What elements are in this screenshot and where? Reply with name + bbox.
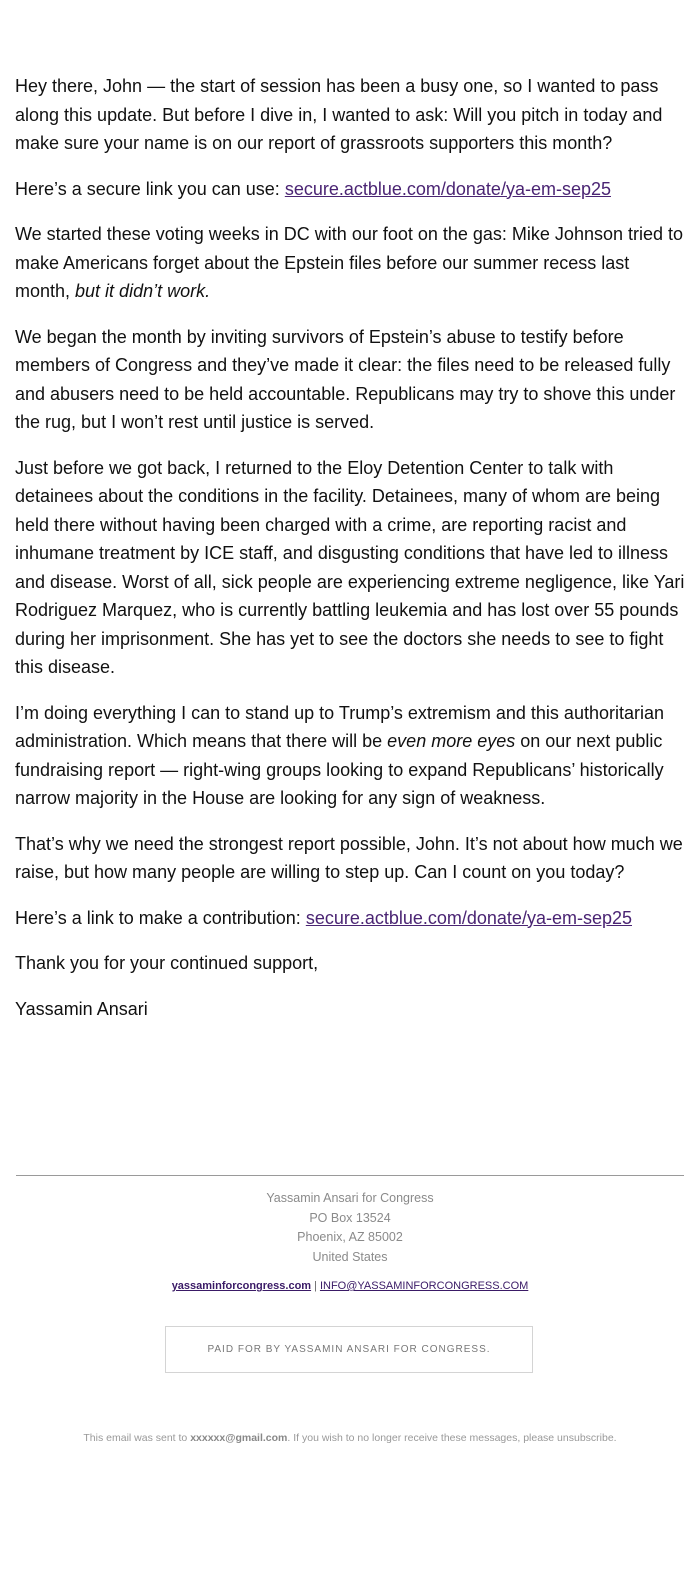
paid-for-text: PAID FOR BY YASSAMIN ANSARI FOR CONGRESS. [207,1344,491,1355]
survivors-paragraph: We began the month by inviting survivors of Epstein’s abuse to testify before members of Congress and they’ve made it clear: the files need to be released fully and abusers need to be held accountable. Republicans may try to shove this under the rug, but I won’t rest until justice is served. [15,326,676,432]
donate-link-1[interactable]: secure.actblue.com/donate/ya-em-sep25 [284,178,611,199]
epstein-files-paragraph [15,220,685,306]
paid-for-disclaimer [165,1326,533,1373]
strongest-report-paragraph: That’s why we need the strongest report possible, John. It’s not about how much we raise, but how many people are willing to step up. Can I count on you today? [15,833,683,882]
contribution-link-paragraph [15,904,685,933]
email-body [15,72,685,1040]
footer-org-name: Yassamin Ansari for Congress [266,1191,434,1205]
footer-city: Phoenix, AZ 85002 [297,1230,403,1244]
unsubscribe-text[interactable]: . If you wish to no longer receive these messages, please unsubscribe. [287,1432,617,1444]
website-link[interactable]: yassaminforcongress.com [171,1280,312,1292]
footer-links [0,1280,700,1292]
sent-to-prefix: This email was sent to [83,1432,191,1444]
thank-you-paragraph: Thank you for your continued support, [15,953,319,973]
footer-link-separator: | [314,1280,317,1292]
contact-email-link[interactable]: INFO@YASSAMINFORCONGRESS.COM [319,1280,529,1292]
emphasis-even-more-eyes: even more eyes [387,731,516,751]
detention-center-paragraph: Just before we got back, I returned to the Eloy Detention Center to talk with detainees about the conditions in the facility. Detainees, many of whom are being held there without having been charged with a crime, are reporting racist and inhumane treatment by ICE staff, and disgusting conditions that have led to illness and disease. Worst of all, sick people are experiencing extreme negligence, like Yari Rodriguez Marquez, who is currently battling leukemia and has lost over 55 pounds during her imprisonment. She has yet to see the doctors she needs to see to fight this disease. [15,457,685,677]
footer-country: United States [312,1249,388,1264]
epstein-files-text: We started these voting weeks in DC with our foot on the gas: Mike Johnson tried to make Americans forget about the Epstein files before our summer recess last month, [15,224,684,301]
signature: Yassamin Ansari [15,998,148,1019]
donate-link-2[interactable]: secure.actblue.com/donate/ya-em-sep25 [305,907,632,928]
footer-address [0,1189,700,1267]
secure-link-paragraph [15,175,685,204]
recipient-email: xxxxxx@gmail.com [190,1432,288,1444]
secure-link-prefix: Here’s a secure link you can use: [15,178,285,199]
contribution-link-prefix: Here’s a link to make a contribution: [15,907,306,928]
fundraising-text-before: I’m doing everything I can to stand up to Trump’s extremism and this authoritarian administration. Which means that there will be [15,702,664,751]
footer-po-box: PO Box 13524 [309,1210,391,1225]
footer-divider [16,1175,684,1176]
emphasis-didnt-work: but it didn’t work. [75,281,211,301]
intro-paragraph: Hey there, John — the start of session has been a busy one, so I wanted to pass along this update. But before I dive in, I wanted to ask: Will you pitch in today and make sure your name is on our report of grassroots supporters this month? [15,76,663,153]
fundraising-report-paragraph [15,699,685,813]
unsubscribe-notice [0,1432,700,1444]
fundraising-text-after: on our next public fundraising report — right-wing groups looking to expand Republicans’ historically narrow majority in the House are looking for any sign of weakness. [15,731,664,808]
